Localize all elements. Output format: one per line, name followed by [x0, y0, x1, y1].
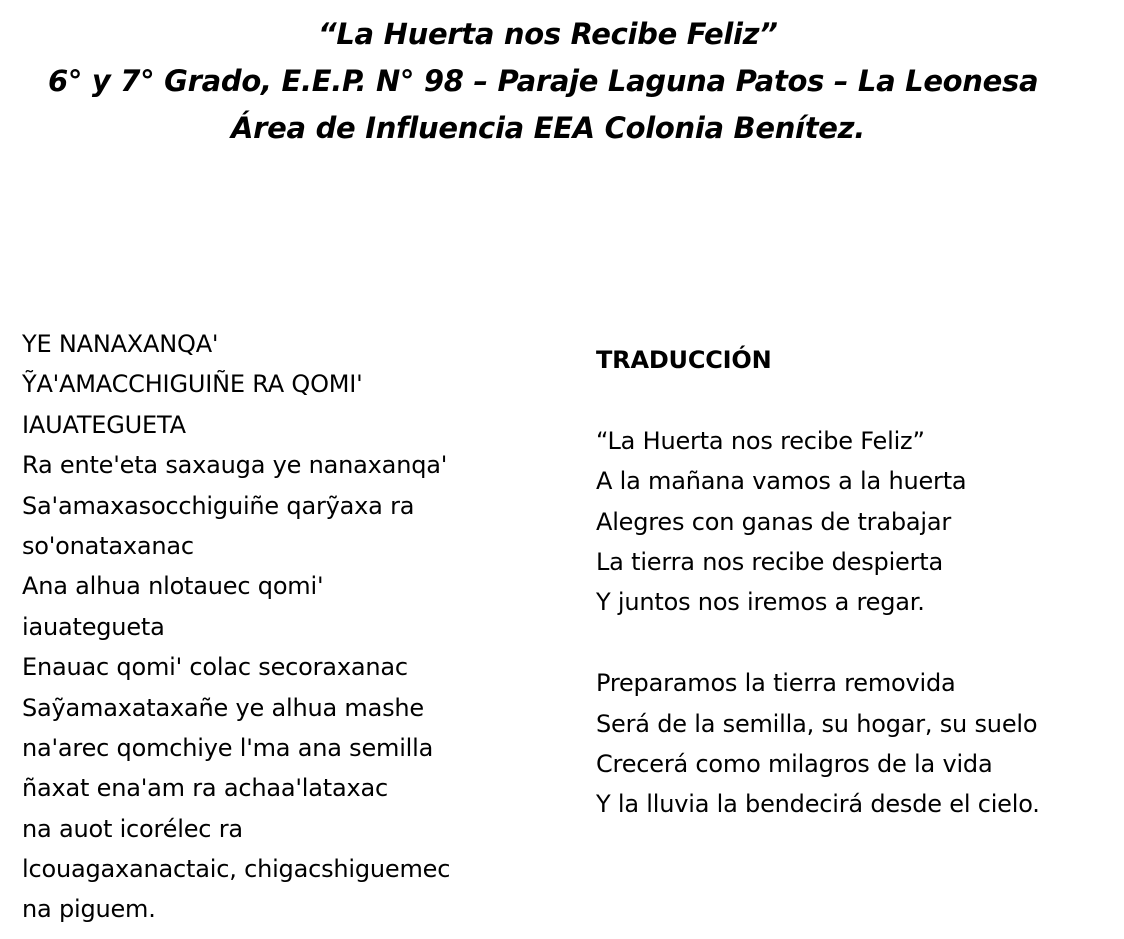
original-line: Sa'amaxasocchiguiñe qarỹaxa ra — [22, 491, 415, 520]
original-line: ỸA'AMACCHIGUIÑE RA QOMI' — [22, 370, 363, 399]
original-line: iauategueta — [22, 612, 165, 641]
translation-line: Crecerá como milagros de la vida — [596, 749, 993, 778]
translation-line: A la mañana vamos a la huerta — [596, 467, 967, 496]
translation-line: La tierra nos recibe despierta — [596, 547, 943, 576]
translation-title: “La Huerta nos recibe Feliz” — [596, 426, 925, 455]
stanza-gap — [596, 623, 1040, 663]
translation-line: Será de la semilla, su hogar, su suelo — [596, 709, 1038, 738]
original-line: na'arec qomchiye l'ma ana semilla — [22, 733, 434, 762]
original-poem — [22, 324, 450, 930]
translation-line: Y juntos nos iremos a regar. — [596, 588, 925, 617]
original-line: so'onataxanac — [22, 531, 194, 560]
original-line: ñaxat ena'am ra achaa'lataxac — [22, 774, 388, 803]
original-line: Ra ente'eta saxauga ye nanaxanqa' — [22, 451, 448, 480]
original-line: Ana alhua nlotauec qomi' — [22, 572, 324, 601]
translation-heading: TRADUCCIÓN — [596, 346, 772, 374]
original-line: Enauac qomi' colac secoraxanac — [22, 653, 408, 682]
translation-line: Y la lluvia la bendecirá desde el cielo. — [596, 790, 1040, 819]
translation-line: Alegres con ganas de trabajar — [596, 507, 952, 536]
original-line: Saỹamaxataxañe ye alhua mashe — [22, 693, 424, 722]
influence-area: Área de Influencia EEA Colonia Benítez. — [231, 111, 865, 145]
translation-column — [596, 340, 1040, 825]
original-line: lcouagaxanactaic, chigacshiguemec — [22, 855, 451, 884]
original-line: na piguem. — [22, 895, 156, 924]
original-line: na auot icorélec ra — [22, 814, 243, 843]
poem-title: “La Huerta nos Recibe Feliz” — [318, 17, 778, 51]
original-line: IAUATEGUETA — [22, 410, 186, 439]
translation-line: Preparamos la tierra removida — [596, 669, 956, 698]
original-line: YE NANAXANQA' — [22, 330, 219, 358]
stanza-gap — [596, 380, 1040, 420]
school-info: 6° y 7° Grado, E.E.P. N° 98 – Paraje Laguna Patos – La Leonesa — [48, 64, 1039, 98]
